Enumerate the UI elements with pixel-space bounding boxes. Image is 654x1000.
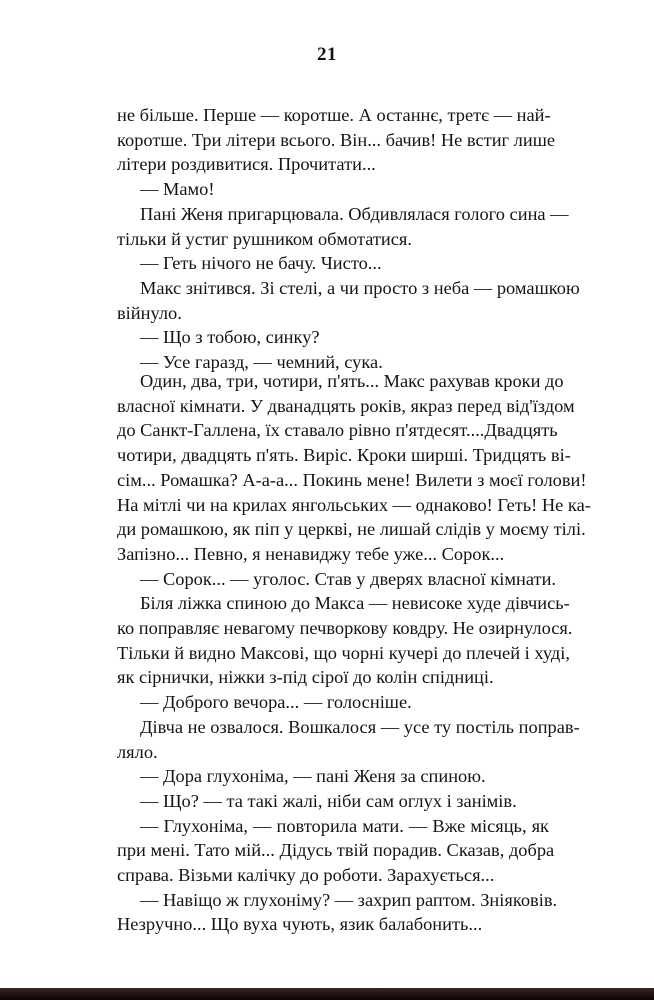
text-block-2 [117,369,591,937]
text-line: — Що з тобою, синку? [140,327,320,348]
text-line: Запізно... Певно, я ненавиджу тебе уже... Сорок... [117,543,505,564]
text-line: як сірнички, ніжки з-під сірої до колін спідниці. [117,667,494,688]
text-line: власної кімнати. У дванадцять років, якраз перед від'їздом [117,395,575,416]
text-line: ляло. [117,741,158,762]
text-line: чотири, двадцять п'ять. Виріс. Кроки ширші. Тридцять ві- [117,445,571,466]
text-line: війнуло. [117,302,182,323]
text-block-1 [117,103,580,375]
text-line: — Навіщо ж глухоніму? — захрип раптом. Зніяковів. [140,889,558,910]
text-line: сім... Ромашка? А-а-а... Покинь мене! Вилети з моєї голови! [117,469,587,490]
text-line: справа. Візьми калічку до роботи. Зарахується... [117,865,495,886]
text-line: — Сорок... — уголос. Став у дверях власної кімнати. [140,568,557,589]
text-line: На мітлі чи на крилах янгольських — однаково! Геть! Не ка- [117,494,591,515]
text-line: Дівча не озвалося. Вошкалося — усе ту постіль поправ- [140,716,580,737]
text-line: Тільки й видно Максові, що чорні кучері до плечей і худі, [117,642,570,663]
text-line: Пані Женя пригарцювала. Обдивлялася голого сина — [140,203,569,224]
text-line: ди ромашкою, як піп у церкві, не лишай слідів у моєму тілі. [117,519,586,540]
text-line: коротше. Три літери всього. Він... бачив! Не встиг лише [117,129,556,150]
page-number: 21 [317,44,337,65]
text-line: Незручно... Що вуха чують, язик балабонить... [117,914,483,935]
text-line: ко поправляє невагому печворкову ковдру. Не озирнулося. [117,618,573,639]
text-line: до Санкт-Галлена, їх ставало рівно п'ятдесят....Двадцять [117,420,558,441]
text-line: при мені. Тато мій... Дідусь твій порадив. Сказав, добра [117,840,555,861]
text-line: — Що? — та такі жалі, ніби сам оглух і занімів. [140,790,517,811]
text-line: — Мамо! [140,179,215,200]
text-line: — Дора глухоніма, — пані Женя за спиною. [140,766,486,787]
text-line: Макс знітився. Зі стелі, а чи просто з неба — ромашкою [140,277,580,298]
text-line: тільки й устиг рушником обмотатися. [117,228,412,249]
text-line: не більше. Перше — коротше. А останнє, третє — най- [117,105,551,125]
text-line: — Геть нічого не бачу. Чисто... [140,253,382,274]
text-line: — Усе гаразд, — чемний, сука. [140,352,383,373]
text-line: літери роздивитися. Прочитати... [117,154,376,175]
text-line: Один, два, три, чотири, п'ять... Макс рахував кроки до [140,371,564,391]
scan-bottom-edge [0,988,654,1000]
text-line: Біля ліжка спиною до Макса — невисоке худе дівчись- [140,593,570,614]
text-line: — Глухоніма, — повторила мати. — Вже місяць, як [140,815,549,836]
text-line: — Доброго вечора... — голосніше. [140,692,412,713]
